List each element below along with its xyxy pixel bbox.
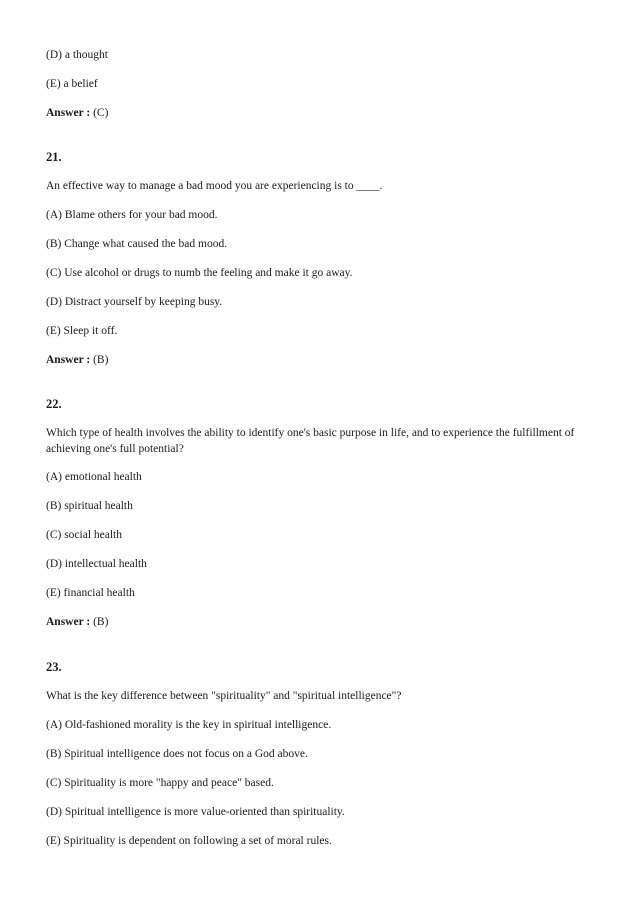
question-number: 21. <box>46 150 62 164</box>
question-text: Which type of health involves the ability to identify one's basic purpose in life, and to experience the fulfillment of achieving one's full potential? <box>46 427 575 455</box>
answer-label: Answer : <box>46 616 91 628</box>
option-d: (D) Spiritual intelligence is more value-oriented than spirituality. <box>46 806 345 818</box>
option-e: (E) Sleep it off. <box>46 325 118 337</box>
option-a: (A) emotional health <box>46 471 142 483</box>
option-b: (B) spiritual health <box>46 500 133 512</box>
option-b: (B) Change what caused the bad mood. <box>46 238 228 250</box>
answer-value: (B) <box>93 616 109 628</box>
option-b: (B) Spiritual intelligence does not focus on a God above. <box>46 748 308 760</box>
answer-value: (C) <box>93 107 109 119</box>
option-c: (C) social health <box>46 529 123 541</box>
option-e: (E) financial health <box>46 587 135 599</box>
question-text: What is the key difference between "spirituality" and "spiritual intelligence"? <box>46 690 402 702</box>
option-e: (E) Spirituality is dependent on following a set of moral rules. <box>46 835 332 847</box>
option-d: (D) intellectual health <box>46 558 147 570</box>
answer-label: Answer : <box>46 354 91 366</box>
option-c: (C) Use alcohol or drugs to numb the feeling and make it go away. <box>46 267 353 279</box>
answer-line <box>46 352 598 368</box>
option-c: (C) Spirituality is more "happy and peace" based. <box>46 777 274 789</box>
option-d: (D) a thought <box>46 49 108 61</box>
question-text: An effective way to manage a bad mood you are experiencing is to ____. <box>46 180 383 192</box>
option-a: (A) Old-fashioned morality is the key in spiritual intelligence. <box>46 719 332 731</box>
question-number: 22. <box>46 397 62 411</box>
answer-value: (B) <box>93 354 109 366</box>
option-d: (D) Distract yourself by keeping busy. <box>46 296 223 308</box>
answer-line <box>46 105 598 121</box>
option-a: (A) Blame others for your bad mood. <box>46 209 218 221</box>
answer-label: Answer : <box>46 107 91 119</box>
option-e: (E) a belief <box>46 78 98 90</box>
question-number: 23. <box>46 660 62 674</box>
answer-line <box>46 614 598 630</box>
